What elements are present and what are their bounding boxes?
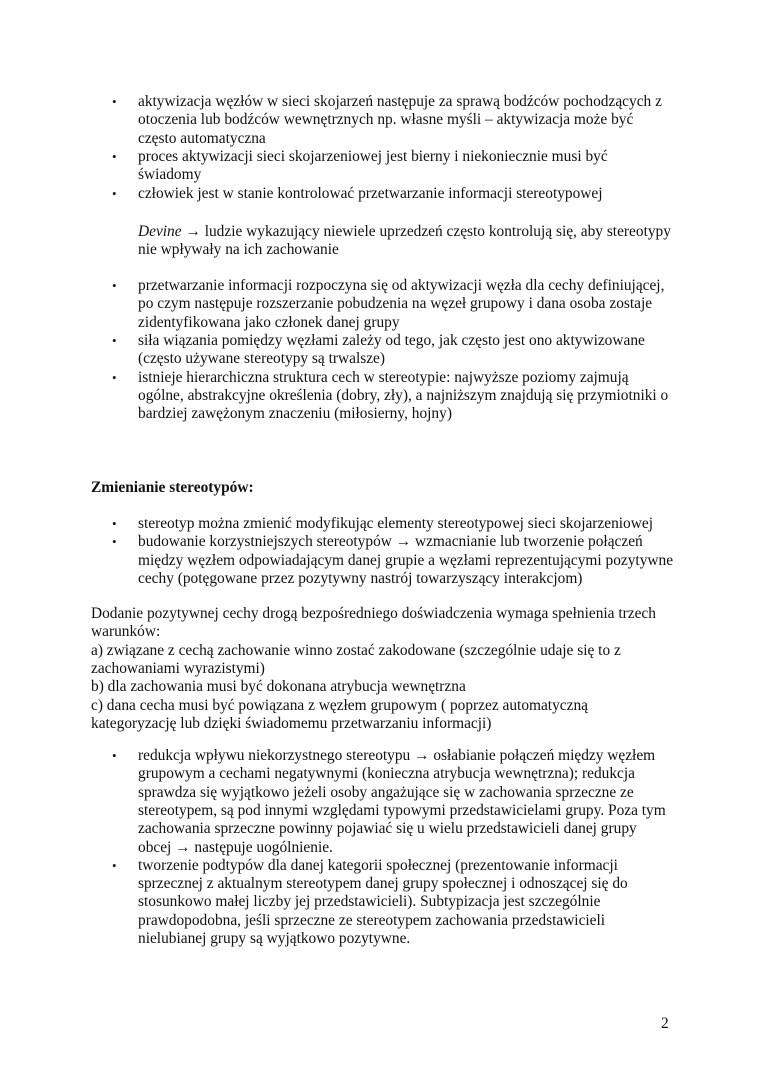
bullet-icon: • — [112, 94, 117, 109]
list-item-line: siła wiązania pomiędzy węzłami zależy od tego, jak często jest ono aktywizowane — [138, 331, 645, 349]
bullet-icon: • — [112, 516, 117, 531]
section-heading: Zmienianie stereotypów: — [91, 479, 254, 496]
list-item-line: budowanie korzystniejszych stereotypów → wzmacnianie lub tworzenie połączeń — [138, 533, 643, 551]
page-number: 2 — [661, 1015, 669, 1032]
list-item-line: istnieje hierarchiczna struktura cech w stereotypie: najwyższe poziomy zajmują — [138, 368, 629, 386]
list-item-line: sprzecznej z aktualnym stereotypem danej grupy społecznej i odnoszącej się do — [138, 875, 628, 893]
paragraph-line: zachowaniami wyrazistymi) — [91, 659, 265, 677]
bullet-icon: • — [112, 185, 117, 201]
list-item-line: proces aktywizacji sieci skojarzeniowej jest bierny i niekoniecznie musi być — [138, 147, 608, 165]
list-item-line: prawdopodobna, jeśli sprzeczne ze stereotypem zachowania przedstawicieli — [138, 911, 606, 929]
devine-author: Devine — [138, 223, 182, 240]
list-item-line: (często używane stereotypy są trwalsze) — [138, 350, 385, 368]
paragraph-line: Dodanie pozytywnej cechy drogą bezpośredniego doświadczenia wymaga spełnienia trzech — [91, 605, 656, 622]
list-item-line: grupowym a cechami negatywnymi (konieczna atrybucja wewnętrzna); redukcja — [138, 765, 635, 783]
bullet-icon: • — [112, 369, 117, 385]
list-item-line: stereotyp można zmienić modyfikując elementy stereotypowej sieci skojarzeniowej — [138, 515, 653, 532]
devine-line-1: Devine → ludzie wykazujący niewiele uprzedzeń często kontrolują się, aby stereotypy — [138, 223, 671, 240]
devine-line-2: nie wpływały na ich zachowanie — [138, 241, 339, 258]
list-item-line: sprawdza się wyjątkowo jeżeli osoby angażujące się w zachowania sprzeczne ze — [138, 783, 634, 801]
list-item-line: przetwarzanie informacji rozpoczyna się od aktywizacji węzła dla cechy definiującej, — [138, 277, 665, 294]
bullet-icon: • — [112, 278, 117, 293]
list-item-line: aktywizacja węzłów w sieci skojarzeń następuje za sprawą bodźców pochodzących z — [138, 93, 662, 110]
paragraph-line: c) dana cecha musi być powiązana z węzłem grupowym ( poprzez automatyczną — [91, 696, 588, 714]
list-item-line: obcej → następuje uogólnienie. — [138, 838, 333, 856]
paragraph-line: warunków: — [91, 623, 161, 641]
list-item-line: zachowania sprzeczne powinny pojawiać się u wielu przedstawicieli danej grupy — [138, 820, 637, 838]
arrow-icon: → — [185, 223, 201, 240]
list-item-line: ogólne, abstrakcyjne określenia (dobry, zły), a najniższym znajdują się przymiotniki o — [138, 386, 669, 404]
list-item-line: otoczenia lub bodźców wewnętrznych np. własne myśli – aktywizacja może być — [138, 111, 634, 129]
paragraph-line: a) związane z cechą zachowanie winno zostać zakodowane (szczególnie udaje się to z — [91, 641, 621, 659]
list-item-line: cechy (potęgowane przez pozytywny nastrój towarzyszący interakcjom) — [138, 569, 583, 587]
paragraph-line: kategoryzację lub dzięki świadomemu przetwarzaniu informacji) — [91, 714, 492, 732]
list-item-line: między węzłem odpowiadającym danej grupie a węzłami reprezentującymi pozytywne — [138, 551, 674, 569]
list-item-line: często automatyczna — [138, 129, 266, 147]
bullet-icon: • — [112, 748, 117, 763]
bullet-icon: • — [112, 857, 117, 873]
list-item-line: po czym następuje rozszerzanie pobudzenia na węzeł grupowy i dana osoba zostaje — [138, 295, 653, 313]
list-item-line: nielubianej grupy są wyjątkowo pozytywne. — [138, 930, 411, 947]
paragraph-line: b) dla zachowania musi być dokonana atrybucja wewnętrzna — [91, 678, 466, 696]
list-item-line: redukcja wpływu niekorzystnego stereotypu → osłabianie połączeń między węzłem — [138, 747, 656, 764]
bullet-icon: • — [112, 534, 117, 550]
list-item-line: człowiek jest w stanie kontrolować przetwarzanie informacji stereotypowej — [138, 184, 603, 202]
list-item-line: bardziej zawężonym znaczeniu (miłosierny, hojny) — [138, 405, 452, 423]
list-item-line: tworzenie podtypów dla danej kategorii społecznej (prezentowanie informacji — [138, 856, 618, 874]
list-item-line: stereotypem, są pod innymi względami typowymi przedstawicielami grupy. Poza tym — [138, 801, 666, 819]
list-item-line: świadomy — [138, 166, 202, 184]
bullet-icon: • — [112, 332, 117, 348]
list-item-line: stosunkowo małej liczby jej przedstawicieli). Subtypizacja jest szczególnie — [138, 893, 601, 911]
bullet-icon: • — [112, 148, 117, 164]
list-item-line: zidentyfikowana jako członek danej grupy — [138, 313, 400, 331]
